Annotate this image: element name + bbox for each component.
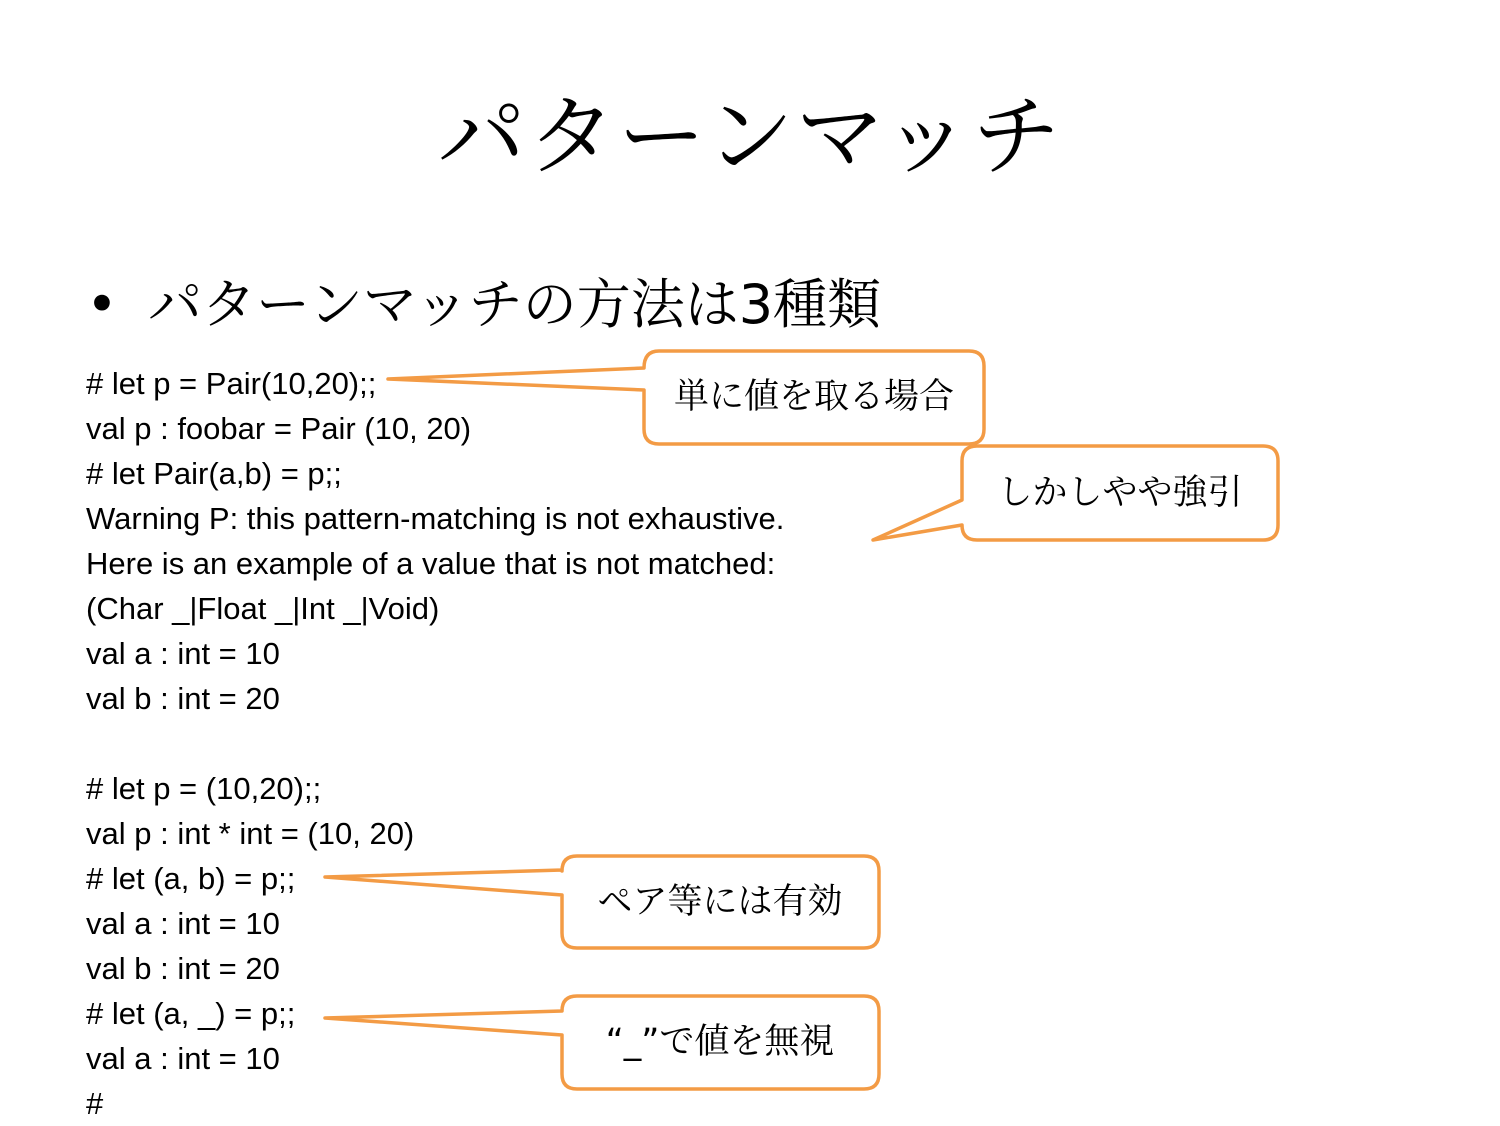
code-line: # let (a, b) = p;; (86, 861, 296, 896)
code-line: # let (a, _) = p;; (86, 996, 296, 1031)
bullet-marker: • (86, 273, 118, 336)
code-line: # let Pair(a,b) = p;; (86, 456, 342, 491)
slide-title: パターンマッチ (437, 85, 1063, 188)
callout-pair-effective (325, 856, 879, 948)
code-line: val b : int = 20 (86, 681, 280, 716)
code-line: (Char _|Float _|Int _|Void) (86, 591, 440, 626)
callout-whole-value (388, 351, 984, 444)
code-line: # (86, 1086, 104, 1121)
code-line: val a : int = 10 (86, 906, 280, 941)
code-line: # let p = Pair(10,20);; (86, 366, 377, 401)
code-line: val p : int * int = (10, 20) (86, 816, 415, 851)
callout-text: ペア等には有効 (597, 882, 843, 922)
code-line: # let p = (10,20);; (86, 771, 322, 806)
code-line: val a : int = 10 (86, 1041, 280, 1076)
bullet-text: パターンマッチの方法は3種類 (148, 273, 882, 336)
code-line: val a : int = 10 (86, 636, 280, 671)
callout-text: “_”で値を無視 (605, 1022, 835, 1062)
callout-text: しかしやや強引 (997, 473, 1243, 513)
callout-text: 単に値を取る場合 (673, 377, 955, 417)
callout-forced (873, 446, 1278, 540)
code-line: Here is an example of a value that is not matched: (86, 546, 776, 581)
code-line: Warning P: this pattern-matching is not exhaustive. (86, 501, 785, 536)
callout-ignore-value (325, 996, 879, 1089)
code-line: val b : int = 20 (86, 951, 280, 986)
code-line: val p : foobar = Pair (10, 20) (86, 411, 472, 446)
